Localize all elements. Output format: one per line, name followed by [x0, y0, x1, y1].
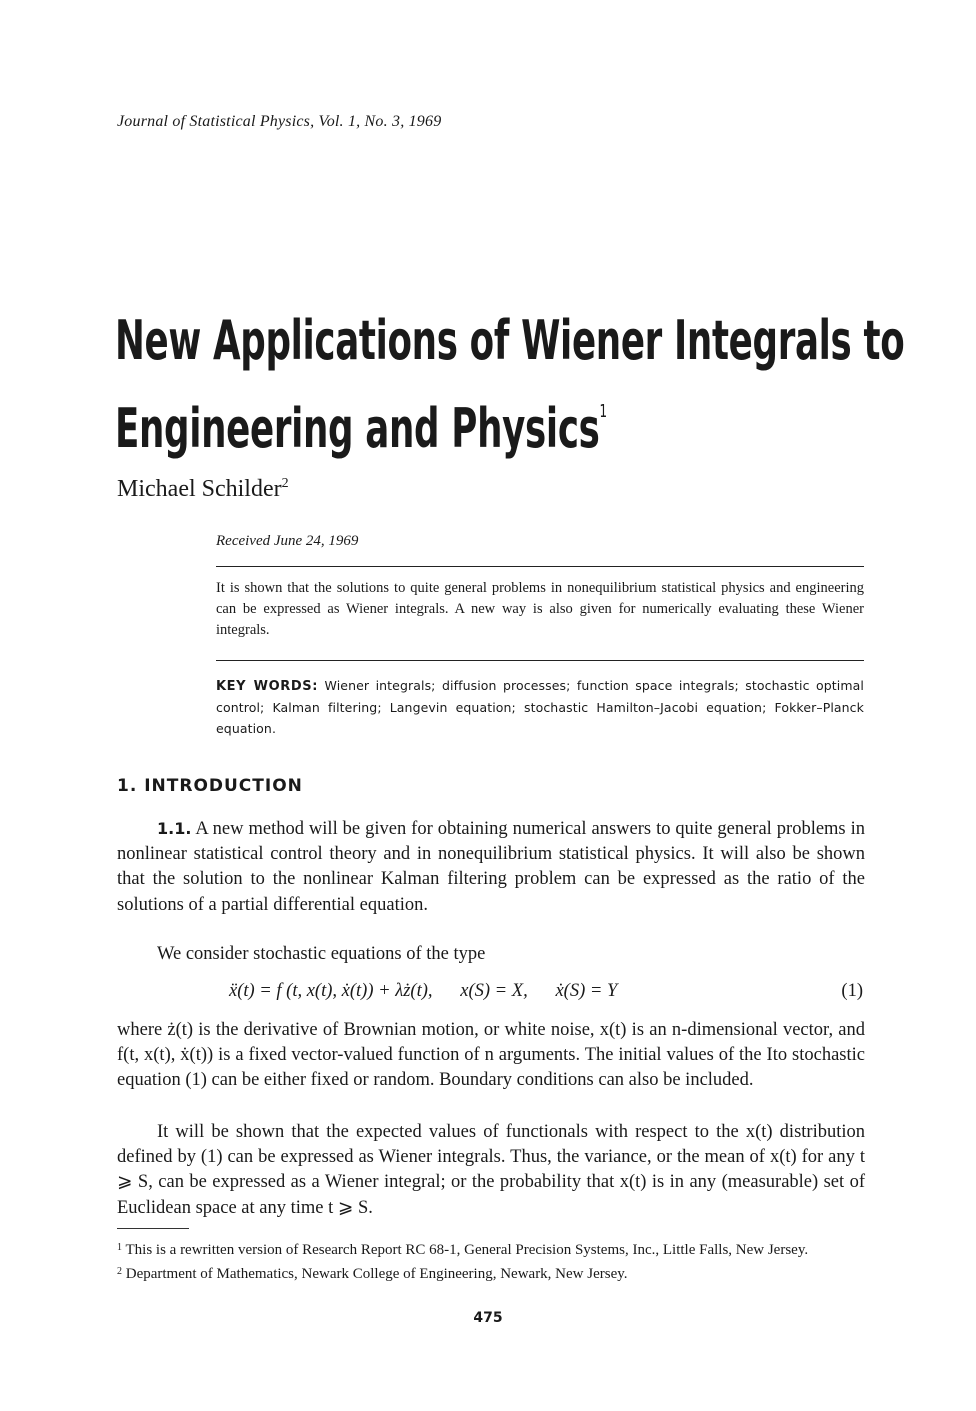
paragraph-3-text: where ż(t) is the derivative of Brownian motion, or white noise, x(t) is an n-dimensional vector, and f(t, x(t), ẋ(t)) is a fixed vector-valued function of n arguments. The initial values of the Ito stochastic equation (1) can be either fixed or random. Boundary conditions can also be included. [117, 1020, 865, 1091]
footnote-1-marker: 1 [117, 1242, 122, 1253]
footnote-1 [117, 1237, 865, 1261]
abstract-top-rule [216, 566, 864, 567]
paragraph-1 [117, 816, 865, 918]
author [117, 476, 289, 503]
paragraph-1-text: A new method will be given for obtaining numerical answers to quite general problems in nonlinear statistical control theory and in nonequilibrium statistical physics. It will also be shown that the solution to the nonlinear Kalman filtering problem can be expressed as the ratio of the solutions of a partial differential equation. [117, 819, 865, 915]
key-words-label: KEY WORDS: [216, 679, 319, 694]
equation-number: (1) [841, 981, 863, 1001]
abstract: It is shown that the solutions to quite general problems in nonequilibrium statistical physics and engineering can be expressed as Wiener integrals. A new way is also given for numerically evaluating these Wiener integrals. [216, 580, 864, 638]
footnote-1-text: This is a rewritten version of Research Report RC 68-1, General Precision Systems, Inc., Little Falls, New Jersey. [125, 1242, 809, 1258]
page-number: 475 [473, 1310, 503, 1326]
article-title [115, 305, 905, 464]
author-footnote-marker: 2 [281, 476, 289, 491]
abstract-bottom-rule [216, 660, 864, 661]
key-words [216, 675, 864, 739]
title-footnote-marker: 1 [599, 401, 607, 422]
equation-body: ẍ(t) = f (t, x(t), ẋ(t)) + λż(t), x(S) = X, ẋ(S) = Y [229, 981, 618, 1001]
author-name: Michael Schilder [117, 476, 282, 502]
key-words-text: Wiener integrals; diffusion processes; function space integrals; stochastic optimal control; Kalman filtering; Langevin equation; stochastic Hamilton–Jacobi equation; Fokker–Planck equation. [216, 678, 864, 736]
paragraph-4-text: It will be shown that the expected values of functionals with respect to the x(t) distribution defined by (1) can be expressed as Wiener integrals. Thus, the variance, or the mean of x(t) for any t ⩾ S, can be expressed as a Wiener integral; or the probability that x(t) is in any (measurable) set of Euclidean space at any time t ⩾ S. [117, 1122, 865, 1218]
footnote-rule [117, 1228, 189, 1229]
received-date: Received June 24, 1969 [216, 533, 359, 549]
title-line-1: New Applications of Wiener Integrals to [115, 309, 905, 372]
equation-1 [117, 981, 865, 1007]
paragraph-2-text: We consider stochastic equations of the type [157, 944, 486, 964]
title-line-2-text: Engineering and Physics [115, 397, 600, 460]
footnote-2-marker: 2 [117, 1266, 122, 1277]
section-heading: 1. INTRODUCTION [117, 776, 303, 796]
footnote-2 [117, 1261, 865, 1285]
paragraph-2 [117, 942, 865, 967]
title-line-2 [115, 376, 630, 464]
paragraph-number: 1.1. [157, 819, 192, 838]
footnotes [117, 1237, 865, 1285]
paragraph-3 [117, 1018, 865, 1094]
journal-citation: Journal of Statistical Physics, Vol. 1, No. 3, 1969 [117, 113, 442, 130]
paragraph-4 [117, 1120, 865, 1221]
footnote-2-text: Department of Mathematics, Newark College of Engineering, Newark, New Jersey. [125, 1266, 628, 1282]
